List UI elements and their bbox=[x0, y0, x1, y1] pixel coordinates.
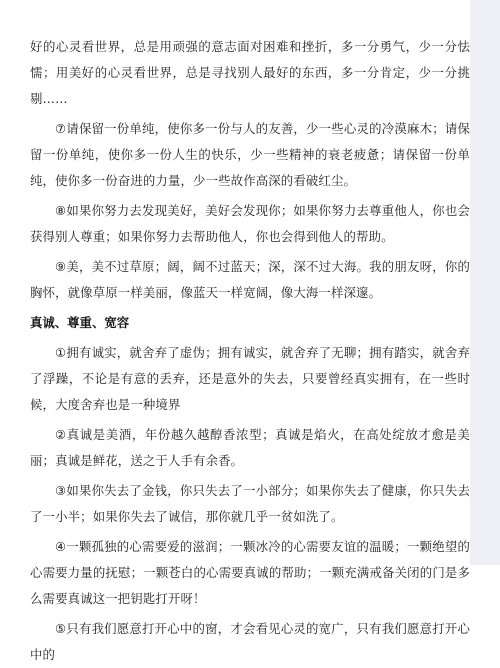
section-paragraph-1: ①拥有诚实，就舍弃了虚伪；拥有诚实，就舍弃了无聊；拥有踏实，就舍弃了浮躁，不论是有意的丢弃，还是意外的失去，只要曾经真实拥有，在一些时候，大度舍弃也是一种境界 bbox=[30, 345, 470, 412]
paragraph-9: ⑨美，美不过草原；阔，阔不过蓝天；深，深不过大海。我的朋友呀，你的胸怀，就像草原一样美丽，像蓝天一样宽阔，像大海一样深邃。 bbox=[30, 259, 470, 300]
section-paragraph-4: ④一颗孤独的心需要爱的滋润；一颗冰冷的心需要友谊的温暖；一颗绝望的心需要力量的抚慰；一颗苍白的心需要真诚的帮助；一颗充满戒备关闭的门是多么需要真诚这一把钥匙打开呀！ bbox=[30, 539, 470, 606]
paragraph-7: ⑦请保留一份单纯，使你多一份与人的友善，少一些心灵的冷漠麻木；请保留一份单纯，使你多一份人生的快乐，少一些精神的衰老疲惫；请保留一份单纯，使你多一份奋进的力量，少一些故作高深的看破红尘。 bbox=[30, 121, 470, 188]
section-paragraph-5-partial: ⑤只有我们愿意打开心中的窗，才会看见心灵的宽广，只有我们愿意打开心中的 bbox=[30, 621, 470, 662]
document-body bbox=[30, 34, 470, 662]
section-heading: 真诚、尊重、宽容 bbox=[30, 315, 130, 330]
section-paragraph-3: ③如果你失去了金钱，你只失去了一小部分；如果你失去了健康，你只失去了一小半；如果你失去了诚信，那你就几乎一贫如洗了。 bbox=[30, 483, 470, 524]
paragraph-continuation: 好的心灵看世界，总是用顽强的意志面对困难和挫折，多一分勇气，少一分怯懦；用美好的心灵看世界，总是寻找别人最好的东西，多一分肯定，少一分挑剔…… bbox=[30, 39, 470, 106]
paragraph-8: ⑧如果你努力去发现美好，美好会发现你；如果你努力去尊重他人，你也会获得别人尊重；如果你努力去帮助他人，你也会得到他人的帮助。 bbox=[30, 203, 470, 244]
section-paragraph-2: ②真诚是美酒，年份越久越醇香浓型；真诚是焰火，在高处绽放才愈是美丽；真诚是鲜花，送之于人手有余香。 bbox=[30, 427, 470, 468]
